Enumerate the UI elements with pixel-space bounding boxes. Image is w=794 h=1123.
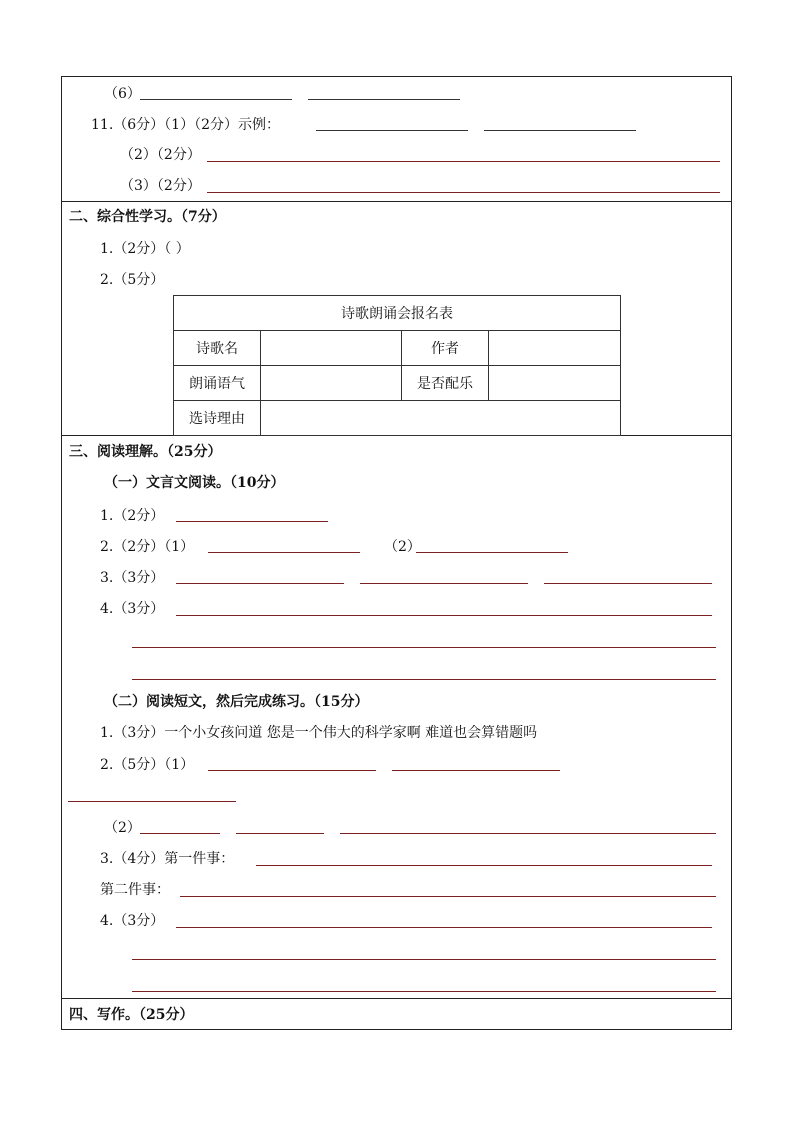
section-divider (61, 998, 732, 999)
sub1-q2b-label: （2） (384, 539, 421, 555)
reason-label: 选诗理由 (174, 401, 261, 436)
sub2-q1-label: 1.（3分）一个小女孩问道 您是一个伟大的科学家啊 难道也会算错题吗 (100, 725, 538, 741)
answer-line[interactable] (132, 959, 716, 960)
sub2-q2b-label: （2） (104, 820, 141, 836)
answer-blank[interactable] (392, 770, 560, 771)
answer-line[interactable] (207, 192, 720, 193)
part2-heading: 二、综合性学习。（7分） (69, 209, 226, 225)
sub2-q3-label: 3.（4分）第一件事： (100, 851, 235, 867)
answer-line[interactable] (132, 647, 716, 648)
sub2-q2-label: 2.（5分）（1） (100, 757, 195, 773)
tone-cell[interactable] (261, 366, 402, 401)
answer-blank[interactable] (68, 801, 236, 802)
registration-form-table (173, 295, 621, 436)
q11-label: 11.（6分）（1）（2分）示例： (91, 117, 280, 133)
section-divider (61, 201, 732, 202)
author-label: 作者 (402, 331, 489, 366)
answer-blank[interactable] (316, 130, 468, 131)
answer-line[interactable] (176, 615, 712, 616)
sub1-q2-label: 2.（2分）（1） (100, 539, 195, 555)
poem-name-label: 诗歌名 (174, 331, 261, 366)
answer-line[interactable] (180, 896, 716, 897)
answer-blank[interactable] (360, 583, 528, 584)
answer-blank[interactable] (176, 521, 328, 522)
reason-cell[interactable] (261, 401, 621, 436)
q10-6-label: （6） (104, 86, 141, 102)
answer-blank[interactable] (544, 583, 712, 584)
registration-form-title: 诗歌朗诵会报名表 (174, 296, 621, 331)
answer-blank[interactable] (236, 833, 324, 834)
part3-sub1-heading: （一）文言文阅读。（10分） (104, 475, 285, 491)
q11-3-label: （3）（2分） (120, 178, 201, 194)
answer-blank[interactable] (416, 552, 568, 553)
part4-heading: 四、写作。（25分） (69, 1007, 194, 1023)
author-cell[interactable] (489, 331, 621, 366)
sub2-q4-label: 4.（3分） (100, 913, 165, 929)
sub1-q1-label: 1.（2分） (100, 508, 165, 524)
answer-blank[interactable] (176, 583, 344, 584)
answer-blank[interactable] (308, 99, 460, 100)
answer-blank[interactable] (208, 552, 360, 553)
tone-label: 朗诵语气 (174, 366, 261, 401)
part2-q1-label: 1.（2分）（ ） (100, 241, 190, 257)
answer-blank[interactable] (140, 833, 220, 834)
sub1-q3-label: 3.（3分） (100, 570, 165, 586)
part3-heading: 三、阅读理解。（25分） (69, 444, 222, 460)
answer-line[interactable] (207, 161, 720, 162)
answer-blank[interactable] (140, 99, 292, 100)
part2-q2-label: 2.（5分） (100, 272, 165, 288)
answer-line[interactable] (176, 927, 712, 928)
sub1-q4-label: 4.（3分） (100, 601, 165, 617)
answer-line[interactable] (256, 865, 712, 866)
answer-blank[interactable] (208, 770, 376, 771)
answer-blank[interactable] (484, 130, 636, 131)
answer-blank[interactable] (340, 833, 716, 834)
answer-line[interactable] (132, 679, 716, 680)
music-label: 是否配乐 (402, 366, 489, 401)
answer-line[interactable] (132, 991, 716, 992)
part3-sub2-heading: （二）阅读短文，然后完成练习。（15分） (104, 694, 369, 710)
poem-name-cell[interactable] (261, 331, 402, 366)
music-cell[interactable] (489, 366, 621, 401)
sub2-q3b-label: 第二件事： (100, 882, 170, 898)
q11-2-label: （2）（2分） (120, 147, 201, 163)
